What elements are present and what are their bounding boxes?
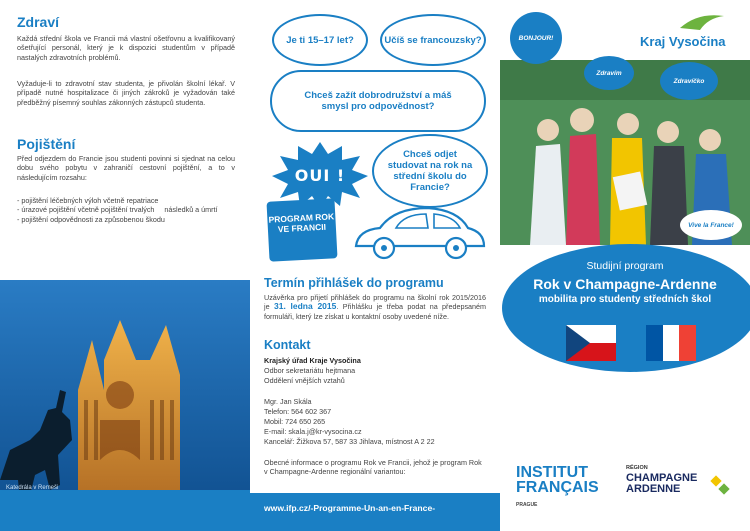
org-name: Krajský úřad Kraje Vysočina <box>264 356 361 365</box>
contact-office: Kancelář: Žižkova 57, 587 33 Jihlava, místnost A 2 22 <box>264 437 435 446</box>
insurance-paragraph: Před odjezdem do Francie jsou studenti povinni si sjednat na celou dobu svého pobytu v zahraničí cestovní pojištění, a to v následujícím rozsahu: <box>17 154 235 182</box>
org-department: Odbor sekretariátu hejtmana <box>264 366 356 375</box>
program-title: Rok v Champagne-Ardenne <box>533 276 717 292</box>
insurance-list <box>17 196 235 224</box>
org-section: Oddělení vnějších vztahů <box>264 376 345 385</box>
health-paragraph-1: Každá střední škola ve Francii má vlastní ošetřovnu a kvalifikovaný ošetřující personál, který je k dispozici studentům v případě nastalých zdravotních problémů. <box>17 34 235 62</box>
deadline-text: Uzávěrka pro přijetí přihlášek do programu na školní rok 2015/2016 je 31. ledna 2015. Přihlášku je třeba podat na předepsaném formuláři, který lze získat u kontaktní osoby uvedené níže. <box>264 293 487 321</box>
question-bubble-study: Chceš odjet studovat na rok na střední školu do Francie? <box>372 134 488 208</box>
region-champagne-logo: RÉGION CHAMPAGNE ARDENNE <box>626 465 697 495</box>
photo-caption: Katedrála v Remeši <box>6 485 59 491</box>
section-title-health: Zdraví <box>17 14 60 30</box>
bubble-bonjour: BONJOUR! <box>510 12 562 64</box>
question-bubble-french: Učíš se francouzsky? <box>380 14 486 66</box>
car-icon <box>350 200 490 262</box>
question-bubble-adventure: Chceš zažít dobrodružství a máš smysl pro odpovědnost? <box>270 70 486 132</box>
program-tagline: mobilita pro studenty středních škol <box>538 294 712 305</box>
institut-francais-logo: INSTITUT FRANÇAIS PRAGUE <box>516 464 599 508</box>
program-subtitle: Studijní program <box>586 260 664 272</box>
general-info: Obecné informace o programu Rok ve Francii, jehož je program Rok v Champagne-Ardenne regionální variantou: <box>264 458 482 477</box>
kraj-vysocina-logo: Kraj Vysočina <box>640 34 726 49</box>
right-panel <box>500 0 750 531</box>
contact-email[interactable]: E-mail: skala.j@kr-vysocina.cz <box>264 427 362 436</box>
contact-phone: Telefon: 564 602 367 <box>264 407 332 416</box>
czech-flag-icon <box>566 325 616 361</box>
question-bubble-age: Je ti 15–17 let? <box>272 14 368 66</box>
list-item: - úrazové pojištění včetně pojištění trvalých následků a úmrtí <box>17 205 218 215</box>
list-item: - pojištění odpovědnosti za způsobenou škodu <box>17 214 165 224</box>
blue-oval-shape-icon <box>500 238 750 378</box>
bubble-zdravicko: Zdravíčko <box>660 62 718 100</box>
program-url-link[interactable]: www.ifp.cz/-Programme-Un-an-en-France- <box>264 503 436 513</box>
health-paragraph-2: Vyžaduje-li to zdravotní stav studenta, je přivolán školní lékař. V případě nutné hospitalizace či jiných zákroků je vyžadován také předběžný písemný souhlas zákonných zástupců studenta. <box>17 79 235 107</box>
bubble-zdravim: Zdravím <box>584 56 634 90</box>
section-title-insurance: Pojištění <box>17 136 76 152</box>
oui-burst: OUI ! <box>270 140 370 210</box>
cathedral-photo <box>0 280 250 531</box>
url-bar <box>250 493 500 531</box>
program-title-block <box>500 260 750 305</box>
deadline-date: 31. ledna 2015 <box>273 301 337 312</box>
region-logo-icon <box>710 475 730 495</box>
middle-panel <box>250 0 500 531</box>
french-flag-icon <box>646 325 696 361</box>
contact-title: Kontakt <box>264 338 311 352</box>
contact-mobile: Mobil: 724 650 265 <box>264 417 326 426</box>
bubble-vive-la-france: Vive la France! <box>680 210 742 240</box>
contact-name: Mgr. Jan Skála <box>264 397 312 406</box>
list-item: - pojištění léčebných výloh včetně repatriace <box>17 196 159 205</box>
program-sign: PROGRAM ROK VE FRANCII <box>266 198 337 261</box>
deadline-title: Termín přihlášek do programu <box>264 276 444 290</box>
vysocina-logo-icon <box>678 10 726 32</box>
left-panel <box>0 0 250 531</box>
